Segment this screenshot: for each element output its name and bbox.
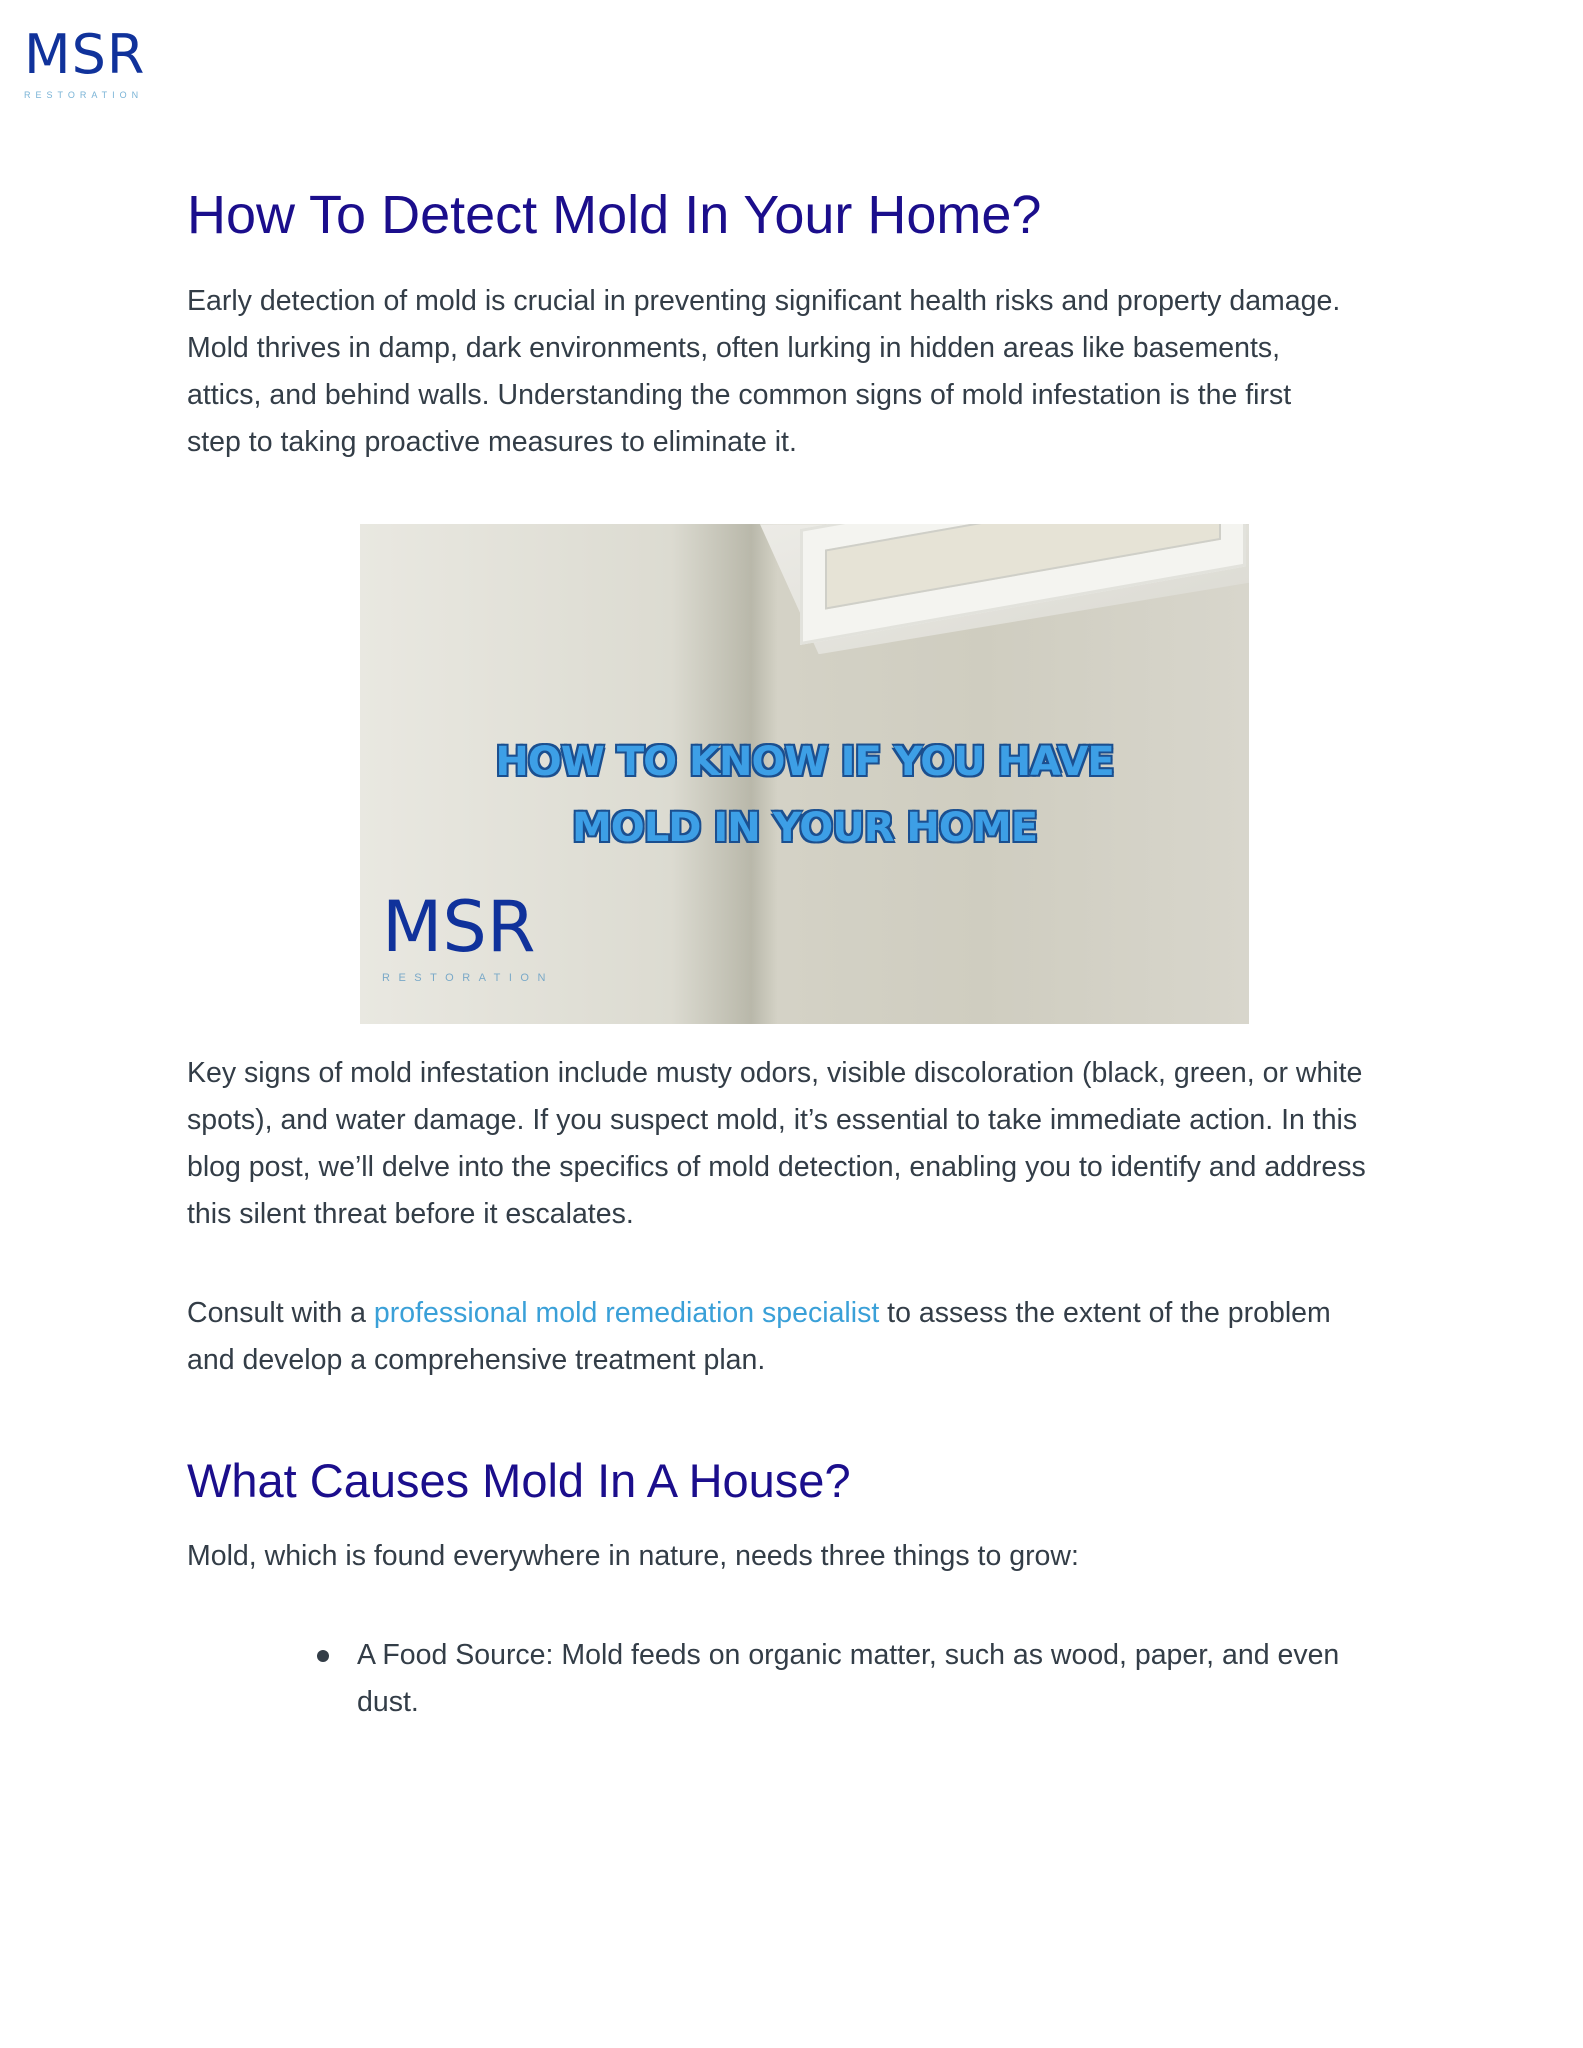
hero-logo bbox=[382, 884, 554, 986]
causes-list bbox=[357, 1632, 1407, 1726]
hero-title-line2: MOLD IN YOUR HOME bbox=[571, 805, 1038, 852]
hero-logo-subtitle: RESTORATION bbox=[382, 972, 554, 985]
list-item-text: A Food Source: Mold feeds on organic matter, such as wood, paper, and even dust. bbox=[357, 1639, 1340, 1719]
section-heading-causes: What Causes Mold In A House? bbox=[187, 1454, 851, 1508]
bullet-icon bbox=[317, 1650, 329, 1662]
signs-paragraph: Key signs of mold infestation include musty odors, visible discoloration (black, green, or white spots), and water damage. If you suspect mold, it’s essential to take immediate action. In this blog post, we’ll delve into the specifics of mold detection, enabling you to identify and address this silent threat before it escalates. bbox=[187, 1057, 1366, 1231]
page-title: How To Detect Mold In Your Home? bbox=[187, 185, 1042, 245]
consult-text-end: to assess the extent of the problem and develop a comprehensive treatment plan. bbox=[187, 1297, 1331, 1377]
consult-paragraph bbox=[187, 1290, 1347, 1384]
hero-logo-mark: MSR bbox=[382, 886, 536, 969]
article bbox=[187, 180, 1407, 1726]
site-logo[interactable] bbox=[24, 22, 145, 102]
hero-image bbox=[360, 524, 1249, 1024]
intro-paragraph: Early detection of mold is crucial in preventing significant health risks and property damage. Mold thrives in damp, dark environments, often lurking in hidden areas like basements, attics, and behind walls. Understanding the common signs of mold infestation is the first step to taking proactive measures to eliminate it. bbox=[187, 285, 1341, 459]
list-item bbox=[357, 1632, 1407, 1726]
specialist-link[interactable]: professional mold remediation specialist bbox=[373, 1297, 880, 1330]
hero-title bbox=[360, 729, 1249, 861]
logo-mark: MSR bbox=[24, 23, 146, 86]
hero-title-line1: HOW TO KNOW IF YOU HAVE bbox=[495, 739, 1114, 786]
causes-paragraph: Mold, which is found everywhere in nature, needs three things to grow: bbox=[187, 1540, 1079, 1573]
consult-text: Consult with a bbox=[187, 1297, 374, 1330]
logo-subtitle: RESTORATION bbox=[24, 90, 144, 100]
